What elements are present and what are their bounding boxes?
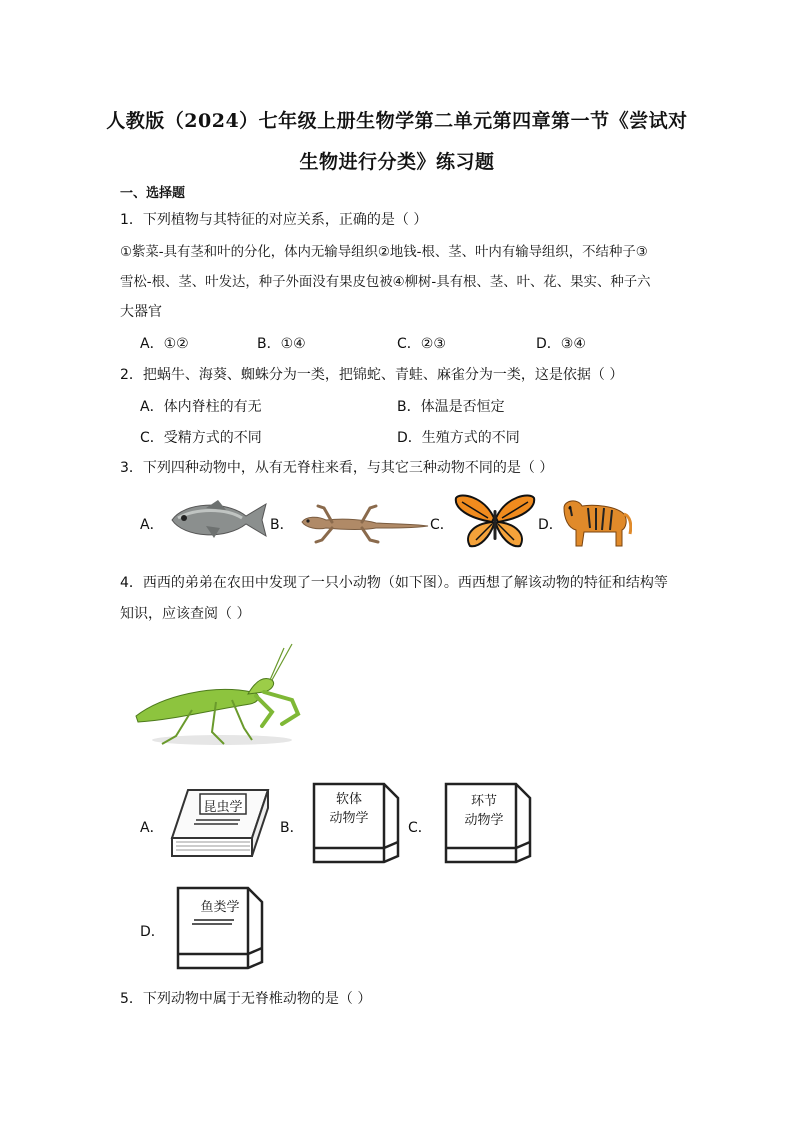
q2-option-c[interactable]: C．受精方式的不同 <box>140 430 262 446</box>
page-title-line2: 生物进行分类》练习题 <box>299 151 495 173</box>
q3-option-d[interactable]: D． <box>538 517 563 533</box>
q1-option-d[interactable]: D．③④ <box>536 336 586 352</box>
q1-option-c[interactable]: C．②③ <box>397 336 446 352</box>
book-d-label: 鱼类学 <box>200 900 240 915</box>
q1-detail-line1: ①紫菜-具有茎和叶的分化，体内无输导组织②地钱-根、茎、叶内有输导组织，不结种子③ <box>120 245 648 260</box>
q1-detail-line3: 大器官 <box>120 304 162 320</box>
q4-option-c[interactable]: C． <box>408 820 432 836</box>
book-annelid <box>440 778 534 868</box>
book-entomology <box>166 784 272 862</box>
book-b-label <box>314 790 384 828</box>
page-title-line1: 人教版（2024）七年级上册生物学第二单元第四章第一节《尝试对 <box>106 110 688 132</box>
book-c-label-line1: 环节 <box>470 794 497 809</box>
tiger-image <box>560 494 632 548</box>
book-b-label-line2: 动物学 <box>329 811 369 826</box>
section-heading: 一、选择题 <box>120 186 186 201</box>
q5-stem: 5．下列动物中属于无脊椎动物的是（ ） <box>120 991 372 1007</box>
book-c-label <box>446 792 522 830</box>
q1-option-b[interactable]: B．①④ <box>257 336 306 352</box>
q3-option-c[interactable]: C． <box>430 517 454 533</box>
q1-stem: 1．下列植物与其特征的对应关系，正确的是（ ） <box>120 212 428 228</box>
q4-stem-line2: 知识，应该查阅（ ） <box>120 606 251 622</box>
q4-option-a[interactable]: A． <box>140 820 164 836</box>
q2-option-a[interactable]: A．体内脊柱的有无 <box>140 399 262 415</box>
q3-option-b[interactable]: B． <box>270 517 294 533</box>
q3-option-a[interactable]: A． <box>140 517 164 533</box>
fish-image <box>166 496 270 544</box>
q3-stem: 3．下列四种动物中，从有无脊柱来看，与其它三种动物不同的是（ ） <box>120 460 554 476</box>
book-c-label-line2: 动物学 <box>464 813 504 828</box>
q4-stem-line1: 4．西西的弟弟在农田中发现了一只小动物（如下图）。西西想了解该动物的特征和结构等 <box>120 575 668 591</box>
q4-option-b[interactable]: B． <box>280 820 304 836</box>
q1-detail-line2: 雪松-根、茎、叶发达，种子外面没有果皮包被④柳树-具有根、茎、叶、花、果实、种子六 <box>120 275 651 290</box>
book-malacology <box>308 778 402 868</box>
q2-option-b[interactable]: B．体温是否恒定 <box>397 399 505 415</box>
butterfly-image <box>454 492 536 550</box>
q4-option-d[interactable]: D． <box>140 924 165 940</box>
q1-option-a[interactable]: A．①② <box>140 336 189 352</box>
book-b-label-line1: 软体 <box>335 792 362 807</box>
q2-stem: 2．把蜗牛、海葵、蜘蛛分为一类，把锦蛇、青蛙、麻雀分为一类，这是依据（ ） <box>120 367 624 383</box>
gecko-image <box>296 500 430 546</box>
mantis-image <box>132 640 312 760</box>
book-a-label: 昆虫学 <box>203 800 243 815</box>
q2-option-d[interactable]: D．生殖方式的不同 <box>397 430 520 446</box>
book-ichthyology <box>172 882 266 974</box>
